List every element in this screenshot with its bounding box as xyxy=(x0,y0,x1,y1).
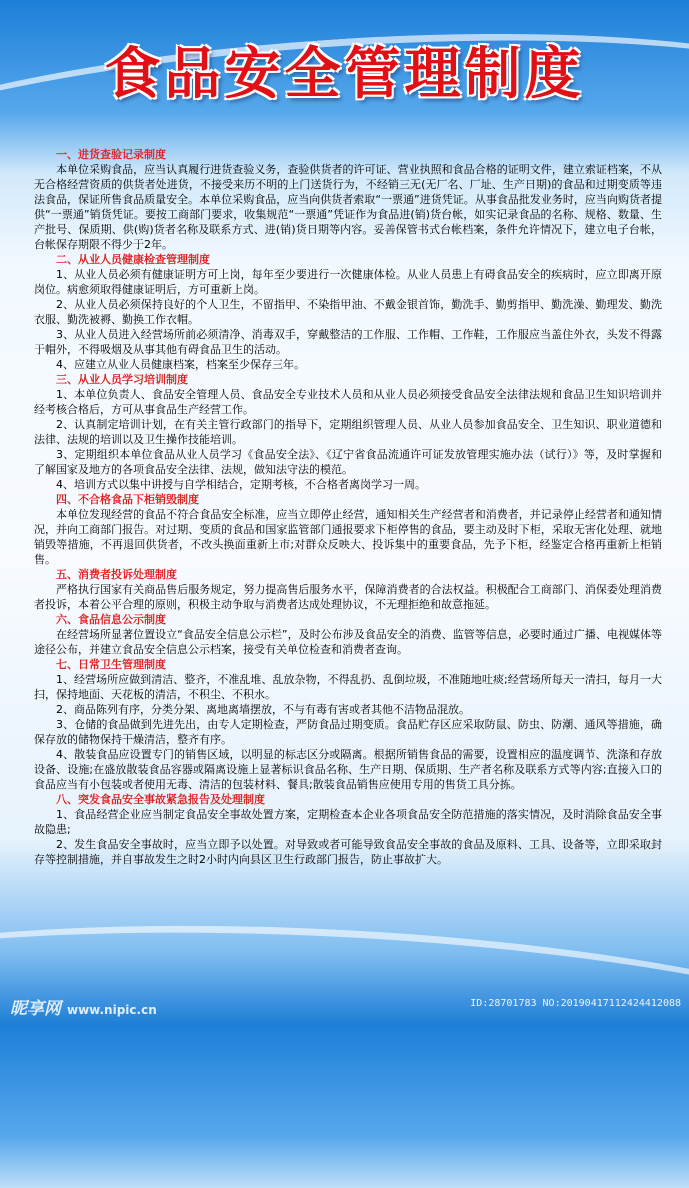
watermark-logo: 昵享网 www.nipic.cn xyxy=(10,999,157,1019)
section-paragraph: 3、仓储的食品做到先进先出，由专人定期检查，严防食品过期变质。食品贮存区应采取防鼠、防虫、防潮、通风等措施，确保存放的储物保持干燥清洁，整齐有序。 xyxy=(34,718,662,746)
section-paragraph: 2、商品陈列有序，分类分架、离地离墙摆放，不与有毒有害或者其他不洁物品混放。 xyxy=(56,703,470,716)
section-paragraph: 严格执行国家有关商品售后服务规定，努力提高售后服务水平，保障消费者的合法权益。积极配合工商部门、消保委处理消费者投诉，本着公平合理的原则，积极主动争取与消费者达成处理协议，不无理拒绝和故意拖延。 xyxy=(34,583,662,611)
section xyxy=(34,612,662,657)
section-heading: 七、日常卫生管理制度 xyxy=(56,658,166,671)
section xyxy=(34,492,662,567)
section-heading: 六、食品信息公示制度 xyxy=(56,613,166,626)
watermark-id: ID:28701783 NO:20190417112424412088 xyxy=(470,998,681,1009)
section-paragraph: 1、经营场所应做到清洁、整齐，不准乱堆、乱放杂物，不得乱扔、乱倒垃圾，不准随地吐痰;经营场所每天一清扫，每月一大扫，保持地面、天花板的清洁，不积尘、不积水。 xyxy=(34,673,662,701)
section-paragraph: 1、本单位负责人、食品安全管理人员、食品安全专业技术人员和从业人员必须接受食品安全法律法规和食品卫生知识培训并经考核合格后，方可从事食品生产经营工作。 xyxy=(34,388,662,416)
section-paragraph: 1、食品经营企业应当制定食品安全事故处置方案，定期检查本企业各项食品安全防范措施的落实情况，及时消除食品安全事故隐患; xyxy=(34,808,662,836)
section xyxy=(34,147,662,252)
section-paragraph: 2、发生食品安全事故时，应当立即予以处置。对导致或者可能导致食品安全事故的食品及原料、工具、设备等，立即采取封存等控制措施，并自事故发生之时2小时内向县区卫生行政部门报告，防止事故扩大。 xyxy=(34,838,662,866)
section xyxy=(34,567,662,612)
section xyxy=(34,792,662,867)
bottom-swoosh xyxy=(0,899,689,1188)
section-heading: 四、不合格食品下柜销毁制度 xyxy=(56,493,199,506)
section-paragraph: 4、散装食品应设置专门的销售区域，以明显的标志区分或隔离。根据所销售食品的需要，设置相应的温度调节、洗涤和存放设备、设施;在盛放散装食品容器或隔离设施上显著标识食品名称、生产日期、保质期、生产者名称及联系方式等内容;直接入口的食品应当有小包装或者使用无毒、清洁的包装材料、餐具;散装食品销售应使用专用的售货工具分拣。 xyxy=(34,748,662,791)
section xyxy=(34,372,662,492)
section-heading: 八、突发食品安全事故紧急报告及处理制度 xyxy=(56,793,265,806)
section-heading: 五、消费者投诉处理制度 xyxy=(56,568,177,581)
section-paragraph: 本单位采购食品，应当认真履行进货查验义务，查验供货者的许可证、营业执照和食品合格的证明文件，建立索证档案，不从无合格经营资质的供货者处进货，不接受来历不明的上门送货行为，不经销三无(无厂名、厂址、生产日期)的食品和过期变质等违法食品，保证所售食品质量安全。本单位采购食品，应当向供货者索取“一票通”进货凭证。从事食品批发业务时，应当向购货者提供“一票通”销货凭证。要按工商部门要求，收集规范“一票通”凭证作为食品进(销)货台帐，如实记录食品的名称、规格、数量、生产批号、保质期、供(购)货者名称及联系方式、进(销)货日期等内容。妥善保管书式台帐档案，条件允许情况下，建立电子台帐，台帐保存期限不得少于2年。 xyxy=(34,163,662,251)
section-paragraph: 4、应建立从业人员健康档案，档案至少保存三年。 xyxy=(56,358,305,371)
page-title: 食品安全管理制度 xyxy=(104,42,585,107)
section-paragraph: 1、从业人员必须有健康证明方可上岗，每年至少要进行一次健康体检。从业人员患上有碍食品安全的疾病时，应立即离开原岗位。病愈须取得健康证明后，方可重新上岗。 xyxy=(34,268,662,296)
section-heading: 一、进货查验记录制度 xyxy=(56,148,166,161)
section-paragraph: 4、培训方式以集中讲授与自学相结合，定期考核，不合格者离岗学习一周。 xyxy=(56,478,426,491)
section xyxy=(34,252,662,372)
section-heading: 二、从业人员健康检查管理制度 xyxy=(56,253,210,266)
section-heading: 三、从业人员学习培训制度 xyxy=(56,373,188,386)
section-paragraph: 2、认真制定培训计划，在有关主管行政部门的指导下，定期组织管理人员、从业人员参加食品安全、卫生知识、职业道德和法律、法规的培训以及卫生操作技能培训。 xyxy=(34,418,662,446)
section-paragraph: 本单位发现经营的食品不符合食品安全标准，应当立即停止经营，通知相关生产经营者和消费者，并记录停止经营者和通知情况，并向工商部门报告。对过期、变质的食品和国家监管部门通报要求下柜停售的食品，要主动及时下柜，采取无害化处理、就地销毁等措施，不再退回供货者，不改头换面重新上市;对群众反映大、投诉集中的重要食品，先予下柜，经鉴定合格再重新上柜销售。 xyxy=(34,508,662,566)
section-paragraph: 2、从业人员必须保持良好的个人卫生，不留指甲、不染指甲油、不戴金银首饰，勤洗手、勤剪指甲、勤洗澡、勤理发、勤洗衣服、勤洗被褥、勤换工作衣帽。 xyxy=(34,298,662,326)
section-paragraph: 3、定期组织本单位食品从业人员学习《食品安全法》、《辽宁省食品流通许可证发放管理实施办法（试行）》等，及时掌握和了解国家及地方的各项食品安全法律、法规，做知法守法的模范。 xyxy=(34,448,662,476)
section xyxy=(34,657,662,792)
regulations-body xyxy=(34,147,662,867)
section-paragraph: 3、从业人员进入经营场所前必须清净、消毒双手，穿戴整洁的工作服、工作帽、工作鞋，工作服应当盖住外衣，头发不得露于帽外，不得吸烟及从事其他有碍食品卫生的活动。 xyxy=(34,328,662,356)
section-paragraph: 在经营场所显著位置设立“食品安全信息公示栏”，及时公布涉及食品安全的消费、监管等信息，必要时通过广播、电视媒体等途径公布，并建立食品安全信息公示档案，接受有关单位检查和消费者查询。 xyxy=(34,628,662,656)
